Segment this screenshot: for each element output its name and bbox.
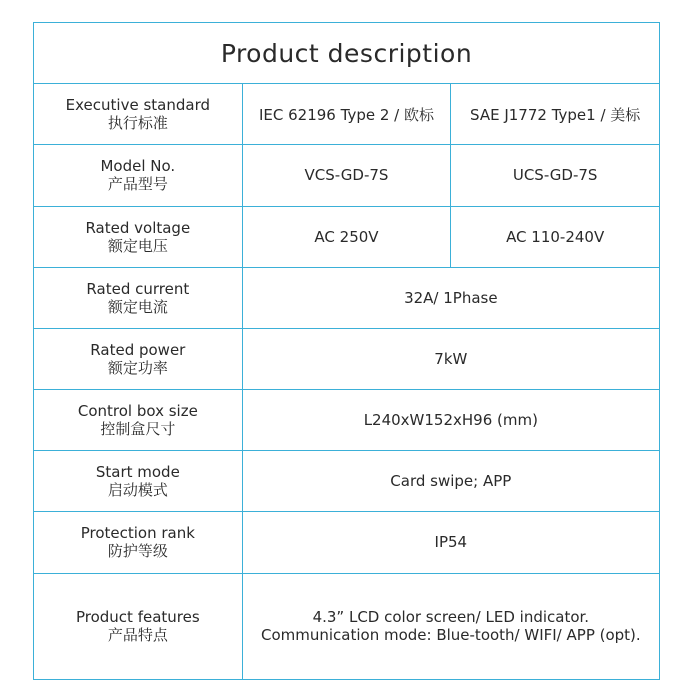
value-cell: IP54 (242, 512, 659, 573)
label-zh: 执行标准 (107, 114, 168, 133)
label-zh: 产品型号 (107, 175, 168, 194)
label-en: Executive standard (65, 96, 210, 115)
row-label (34, 451, 243, 512)
label-zh: 控制盒尺寸 (100, 420, 176, 439)
table-row (34, 390, 660, 451)
label-zh: 额定功率 (107, 358, 168, 377)
table-row (34, 328, 660, 389)
value-cell-b: UCS-GD-7S (451, 145, 660, 206)
row-label (34, 145, 243, 206)
table-row (34, 512, 660, 573)
features-line-2: Communication mode: Blue-tooth/ WIFI/ APP (opt). (260, 626, 641, 645)
table-row (34, 267, 660, 328)
label-en: Protection rank (80, 524, 195, 543)
table-row (34, 573, 660, 679)
features-cell (242, 573, 659, 679)
label-en: Product features (75, 608, 200, 627)
value-cell: Card swipe; APP (242, 451, 659, 512)
table-title: Product description (34, 23, 660, 84)
value-cell: L240xW152xH96 (mm) (242, 390, 659, 451)
row-label (34, 206, 243, 267)
label-en: Model No. (100, 157, 176, 176)
table-row (34, 206, 660, 267)
value-cell: 7kW (242, 328, 659, 389)
row-label (34, 84, 243, 145)
title-row (34, 23, 660, 84)
label-en: Rated voltage (85, 218, 191, 237)
value-cell-a: VCS-GD-7S (242, 145, 451, 206)
value-cell-b: SAE J1772 Type1 / 美标 (451, 84, 660, 145)
label-en: Rated current (86, 279, 190, 298)
row-label (34, 573, 243, 679)
row-label (34, 267, 243, 328)
value-cell-b: AC 110-240V (451, 206, 660, 267)
label-zh: 额定电流 (107, 297, 168, 316)
features-line-1: 4.3” LCD color screen/ LED indicator. (312, 608, 590, 627)
value-cell-a: IEC 62196 Type 2 / 欧标 (242, 84, 451, 145)
label-zh: 产品特点 (107, 626, 168, 645)
label-en: Rated power (90, 340, 186, 359)
label-zh: 防护等级 (107, 542, 168, 561)
label-en: Control box size (77, 402, 198, 421)
row-label (34, 390, 243, 451)
label-en: Start mode (95, 463, 180, 482)
table-row (34, 145, 660, 206)
product-description-table (33, 22, 660, 680)
row-label (34, 512, 243, 573)
label-zh: 启动模式 (107, 481, 168, 500)
row-label (34, 328, 243, 389)
value-cell: 32A/ 1Phase (242, 267, 659, 328)
table-row (34, 451, 660, 512)
table-row (34, 84, 660, 145)
label-zh: 额定电压 (107, 236, 168, 255)
value-cell-a: AC 250V (242, 206, 451, 267)
